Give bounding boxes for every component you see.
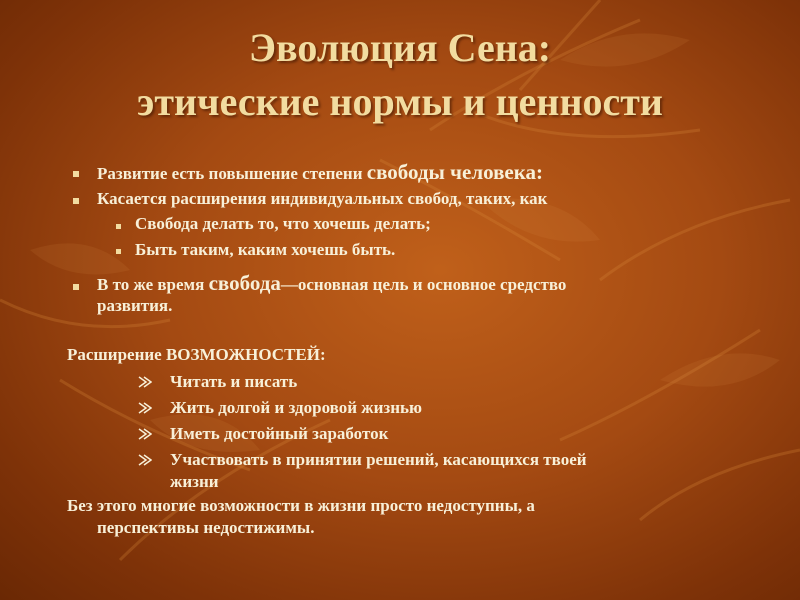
bullet-3-emphasis: свобода xyxy=(208,271,281,295)
sub-bullet-square-icon xyxy=(116,224,121,229)
arrow-bullet-icon xyxy=(138,454,152,466)
bullet-3-line1 xyxy=(97,271,566,296)
arrow-bullet-icon xyxy=(138,376,152,388)
bullet-square-icon xyxy=(73,198,79,204)
closing-line2: перспективы недостижимы. xyxy=(97,518,315,537)
opportunities-heading: Расширение ВОЗМОЖНОСТЕЙ: xyxy=(67,345,326,364)
slide-title-line2: этические нормы и ценности xyxy=(137,79,663,124)
opportunity-4-line1: Участвовать в принятии решений, касающихся твоей xyxy=(170,450,587,469)
bullet-1-text: Развитие есть повышение степени xyxy=(97,164,367,183)
sub-bullet-square-icon xyxy=(116,249,121,254)
bullet-square-icon xyxy=(73,171,79,177)
opportunity-3: Иметь достойный заработок xyxy=(170,424,389,443)
bullet-3-suffix: —основная цель и основное средство xyxy=(280,275,567,294)
opportunity-1: Читать и писать xyxy=(170,372,298,391)
slide-title-line1: Эволюция Сена: xyxy=(248,25,552,70)
opportunity-2: Жить долгой и здоровой жизнью xyxy=(170,398,422,417)
sub-bullet-2: Быть таким, каким хочешь быть. xyxy=(135,240,396,259)
bullet-2: Касается расширения индивидуальных свобод, таких, как xyxy=(97,189,548,208)
bullet-square-icon xyxy=(73,284,79,290)
closing-line1: Без этого многие возможности в жизни просто недоступны, а xyxy=(67,496,535,515)
arrow-bullet-icon xyxy=(138,428,152,440)
opportunity-4-line2: жизни xyxy=(170,472,219,491)
bullet-3-prefix: В то же время xyxy=(97,275,209,294)
bullet-3-line2: развития. xyxy=(97,296,173,315)
sub-bullet-1: Свобода делать то, что хочешь делать; xyxy=(135,214,431,233)
arrow-bullet-icon xyxy=(138,402,152,414)
bullet-1-emphasis: свободы человека: xyxy=(366,160,544,184)
bullet-1 xyxy=(97,160,543,185)
